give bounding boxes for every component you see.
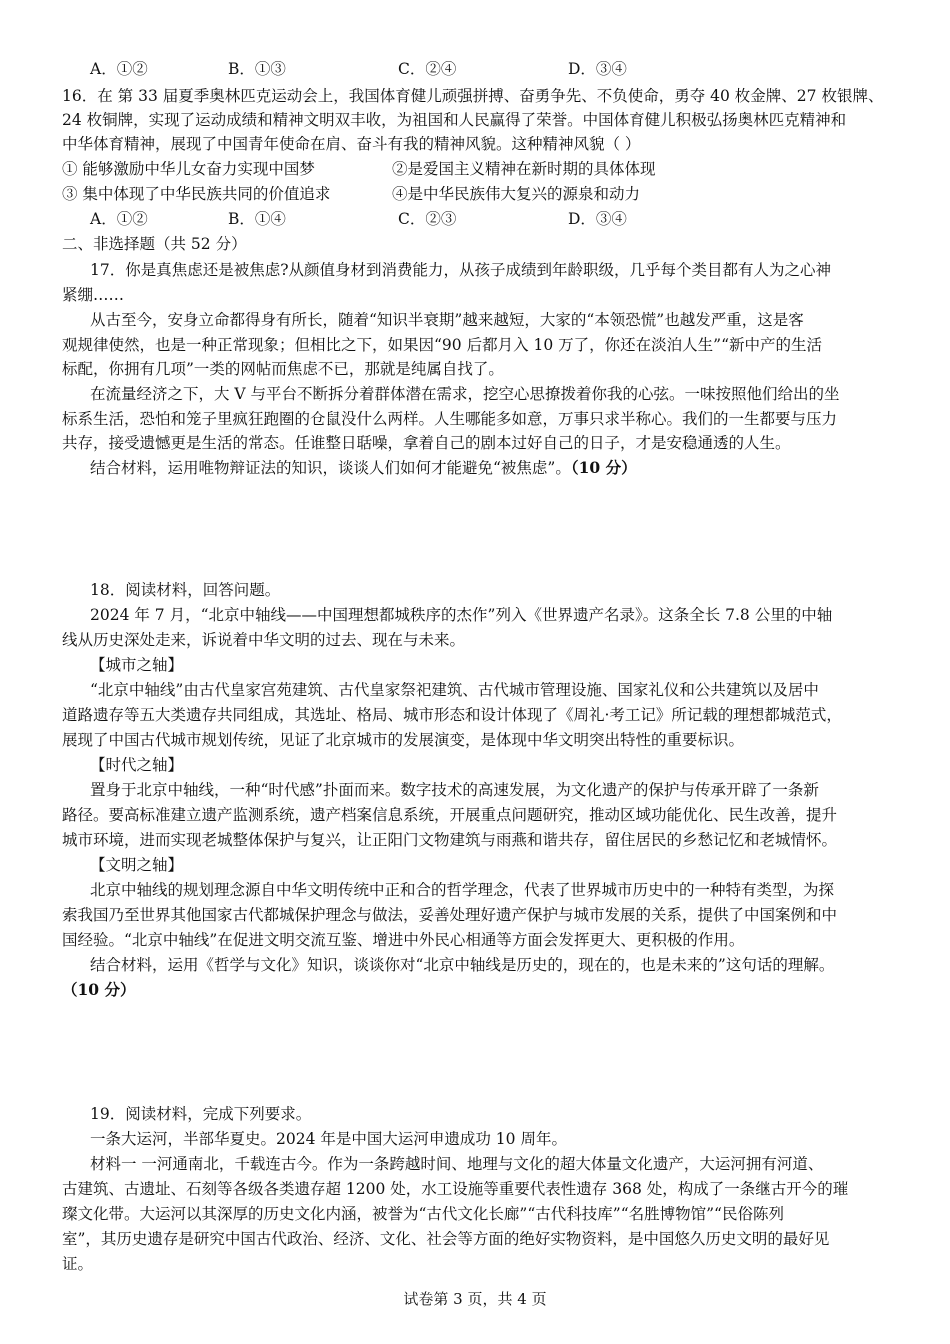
q15-option-c: C．②④ — [398, 60, 457, 78]
q18-subheading: 【城市之轴】 — [90, 656, 184, 674]
q16-statement-1: ① 能够激励中华儿女奋力实现中国梦 — [62, 160, 315, 178]
q19-line: 19．阅读材料，完成下列要求。 — [90, 1105, 312, 1123]
q16-option-d: D．③④ — [568, 210, 627, 228]
q18-line: 国经验。“北京中轴线”在促进文明交流互鉴、增进中外民心相通等方面会发挥更大、更积极的作用。 — [62, 931, 745, 949]
q17-paragraph-line: 在流量经济之下，大 V 与平台不断拆分着群体潜在需求，挖空心思撩拨着你我的心弦。一味按照他们给出的坐 — [90, 385, 840, 403]
q19-line: 证。 — [62, 1255, 94, 1273]
q17-paragraph-line: 从古至今，安身立命都得身有所长，随着“知识半衰期”越来越短，大家的“本领恐慌”也越发严重，这是客 — [90, 311, 804, 329]
q18-subheading: 【时代之轴】 — [90, 756, 184, 774]
q16-statements-row — [0, 183, 950, 205]
q18-prompt: 结合材料，运用《哲学与文化》知识，谈谈你对“北京中轴线是历史的，现在的，也是未来的”这句话的理解。 — [90, 956, 835, 974]
q17-score: （10 分） — [570, 458, 637, 477]
q17-paragraph-line: 标配，你拥有几项”一类的网帖而焦虑不已，那就是纯属自找了。 — [62, 360, 504, 378]
q17-prompt — [90, 457, 950, 479]
q19-line: 材料一 一河通南北，千载连古今。作为一条跨越时间、地理与文化的超大体量文化遗产，大运河拥有河道、 — [90, 1155, 824, 1173]
q18-line: 2024 年 7 月，“北京中轴线——中国理想都城秩序的杰作”列入《世界遗产名录》。这条全长 7.8 公里的中轴 — [90, 606, 833, 624]
q18-line: 线从历史深处走来，诉说着中华文明的过去、现在与未来。 — [62, 631, 466, 649]
q18-subheading: 【文明之轴】 — [90, 856, 184, 874]
q18-score: （10 分） — [62, 980, 136, 999]
q18-line: 置身于北京中轴线，一种“时代感”扑面而来。数字技术的高速发展，为文化遗产的保护与传承开辟了一条新 — [90, 781, 819, 799]
q16-stem-line: 中华体育精神，展现了中国青年使命在肩、奋斗有我的精神风貌。这种精神风貌（ ） — [62, 135, 641, 153]
q18-line: 展现了中国古代城市规划传统，见证了北京城市的发展演变，是体现中华文明突出特性的重要标识。 — [62, 731, 745, 749]
q16-option-b: B．①④ — [228, 210, 286, 228]
page-footer: 试卷第 3 页，共 4 页 — [403, 1290, 547, 1308]
q16-statement-3: ③ 集中体现了中华民族共同的价值追求 — [62, 185, 331, 203]
q17-paragraph-line: 17．你是真焦虑还是被焦虑?从颜值身材到消费能力，从孩子成绩到年龄职级，几乎每个类目都有人为之心神 — [90, 261, 832, 279]
q19-line: 古建筑、古遗址、石刻等各级各类遗存超 1200 处，水工设施等重要代表性遗存 368 处，构成了一条继古开今的璀 — [62, 1180, 849, 1198]
q16-options — [0, 208, 950, 230]
q18-line: 城市环境，进而实现老城整体保护与复兴，让正阳门文物建筑与雨燕和谐共存，留住居民的乡愁记忆和老城情怀。 — [62, 831, 838, 849]
q15-option-d: D．③④ — [568, 60, 627, 78]
q18-line: 18．阅读材料，回答问题。 — [90, 581, 281, 599]
q18-line: “北京中轴线”由古代皇家宫苑建筑、古代皇家祭祀建筑、古代城市管理设施、国家礼仪和公共建筑以及居中 — [90, 681, 819, 699]
q15-options — [0, 58, 950, 80]
q16-statements-row — [0, 158, 950, 180]
q19-line: 一条大运河，半部华夏史。2024 年是中国大运河申遗成功 10 周年。 — [90, 1130, 567, 1148]
q16-stem-line: 16．在 第 33 届夏季奥林匹克运动会上，我国体育健儿顽强拼搏、奋勇争先、不负使命，勇夺 40 枚金牌、27 枚银牌、 — [62, 87, 884, 105]
q18-line: 索我国乃至世界其他国家古代都城保护理念与做法，妥善处理好遗产保护与城市发展的关系，提供了中国案例和中 — [62, 906, 838, 924]
q17-paragraph-line: 观规律使然，也是一种正常现象；但相比之下，如果因“90 后都月入 10 万了，你还在淡泊人生”“新中产的生活 — [62, 336, 823, 354]
q16-option-a: A．①② — [90, 210, 148, 228]
q15-option-a: A．①② — [90, 60, 148, 78]
q18-line: 道路遗存等五大类遗存共同组成，其选址、格局、城市形态和设计体现了《周礼·考工记》所记载的理想都城范式， — [62, 706, 842, 724]
q16-statement-2: ②是爱国主义精神在新时期的具体体现 — [392, 160, 656, 178]
q18-line: 北京中轴线的规划理念源自中华文明传统中正和合的哲学理念，代表了世界城市历史中的一种特有类型，为探 — [90, 881, 835, 899]
q17-paragraph-line: 标系生活，恐怕和笼子里疯狂跑圈的仓鼠没什么两样。人生哪能多如意，万事只求半称心。我们的一生都要与压力 — [62, 410, 838, 428]
q16-stem-line: 24 枚铜牌，实现了运动成绩和精神文明双丰收，为祖国和人民赢得了荣誉。中国体育健儿积极弘扬奥林匹克精神和 — [62, 111, 847, 129]
q19-line: 室”，其历史遗存是研究中国古代政治、经济、文化、社会等方面的绝好实物资料，是中国悠久历史文明的最好见 — [62, 1230, 830, 1248]
q16-option-c: C．②③ — [398, 210, 457, 228]
q16-statement-4: ④是中华民族伟大复兴的源泉和动力 — [392, 185, 641, 203]
q17-prompt-text: 结合材料，运用唯物辩证法的知识，谈谈人们如何才能避免“被焦虑”。 — [90, 459, 571, 477]
q18-line: 路径。要高标准建立遗产监测系统，遗产档案信息系统，开展重点问题研究，推动区域功能优化、民生改善，提升 — [62, 806, 838, 824]
q15-option-b: B．①③ — [228, 60, 286, 78]
section-title: 二、非选择题（共 52 分） — [62, 235, 247, 253]
q17-paragraph-line: 紧绷…… — [62, 286, 125, 304]
q17-paragraph-line: 共存，接受遗憾更是生活的常态。任谁整日聒噪，拿着自己的剧本过好自己的日子，才是安稳通透的人生。 — [62, 434, 791, 452]
q19-line: 璨文化带。大运河以其深厚的历史文化内涵，被誉为“古代文化长廊”“古代科技库”“名胜博物馆”“民俗陈列 — [62, 1205, 784, 1223]
